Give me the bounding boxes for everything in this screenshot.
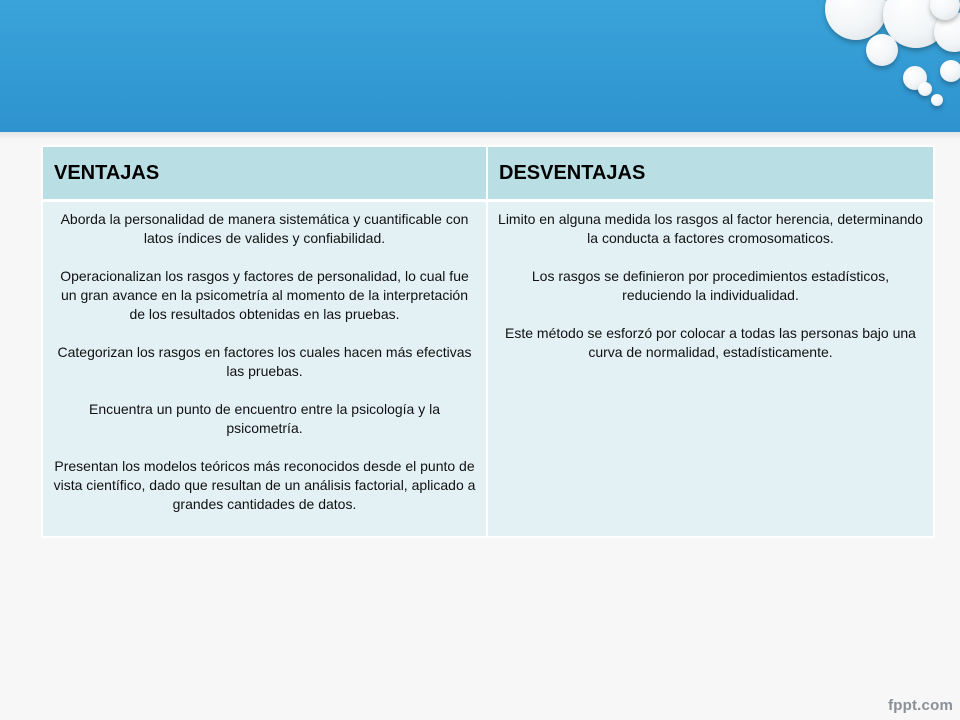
desventajas-header: DESVENTAJAS [487,146,934,201]
header-banner [0,0,960,132]
decorative-bubble-icon [940,60,960,82]
ventaja-item: Operacionalizan los rasgos y factores de personalidad, lo cual fue un gran avance en la psicometría al momento de la interpretación de los resultados obtenidas en las pruebas. [60,268,469,322]
ventaja-item: Presentan los modelos teóricos más reconocidos desde el punto de vista científico, dado que resultan de un análisis factorial, aplicado a grandes cantidades de datos. [53,458,476,512]
table-row [42,201,934,538]
comparison-table [41,145,935,538]
decorative-bubble-icon [866,34,898,66]
ventaja-item: Encuentra un punto de encuentro entre la psicología y la psicometría. [88,401,441,436]
desventaja-item: Los rasgos se definieron por procedimientos estadísticos, reduciendo la individualidad. [531,268,890,303]
desventaja-item: Este método se esforzó por colocar a todas las personas bajo una curva de normalidad, estadísticamente. [505,325,916,360]
ventaja-item: Categorizan los rasgos en factores los cuales hacen más efectivas las pruebas. [57,344,472,379]
banner-shadow [0,132,960,140]
desventajas-cell [487,201,934,538]
ventajas-cell [42,201,487,538]
fppt-logo: fppt.com [888,697,953,714]
desventaja-item: Limito en alguna medida los rasgos al factor herencia, determinando la conducta a factores cromosomaticos. [498,211,923,246]
ventajas-header: VENTAJAS [42,146,487,201]
table-header-row [42,146,934,201]
decorative-bubble-icon [931,94,943,106]
ventaja-item: Aborda la personalidad de manera sistemática y cuantificable con latos índices de valides y confiabilidad. [60,211,469,246]
decorative-bubble-icon [918,82,932,96]
